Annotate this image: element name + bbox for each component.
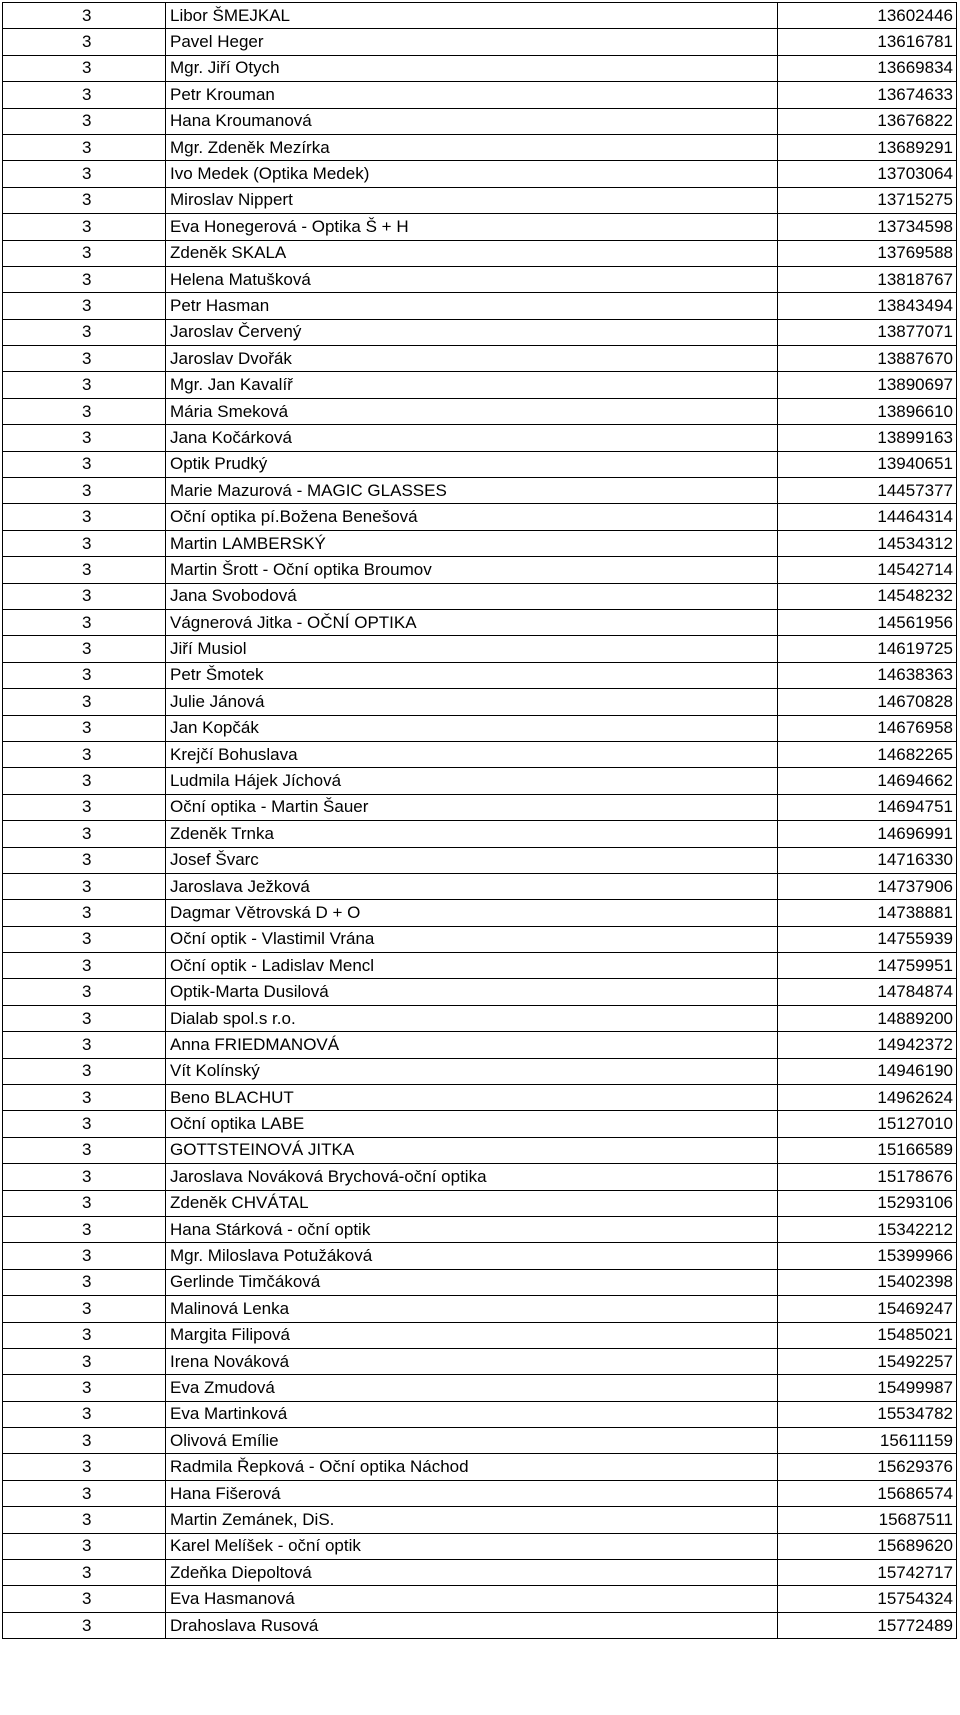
table-row: [3, 1612, 957, 1638]
name-cell: Marie Mazurová - MAGIC GLASSES: [166, 478, 778, 504]
table-row: [3, 451, 957, 477]
row-number-cell: 3: [3, 689, 166, 715]
name-cell: Helena Matušková: [166, 266, 778, 292]
id-number-cell: 15499987: [778, 1375, 957, 1401]
id-number-cell: 13674633: [778, 82, 957, 108]
id-number-cell: 15687511: [778, 1507, 957, 1533]
table-row: [3, 134, 957, 160]
name-cell: Drahoslava Rusová: [166, 1612, 778, 1638]
row-number-cell: 3: [3, 636, 166, 662]
name-cell: Gerlinde Timčáková: [166, 1269, 778, 1295]
name-cell: Zdeňka Diepoltová: [166, 1560, 778, 1586]
row-number-cell: 3: [3, 1269, 166, 1295]
name-cell: Petr Šmotek: [166, 662, 778, 688]
table-row: [3, 1533, 957, 1559]
table-row: [3, 715, 957, 741]
name-cell: Julie Jánová: [166, 689, 778, 715]
id-number-cell: 14716330: [778, 847, 957, 873]
table-row: [3, 398, 957, 424]
name-cell: Mária Smeková: [166, 398, 778, 424]
id-number-cell: 14676958: [778, 715, 957, 741]
table-row: [3, 557, 957, 583]
id-number-cell: 13890697: [778, 372, 957, 398]
name-cell: Oční optika - Martin Šauer: [166, 794, 778, 820]
row-number-cell: 3: [3, 1375, 166, 1401]
row-number-cell: 3: [3, 1480, 166, 1506]
name-cell: Mgr. Jan Kavalíř: [166, 372, 778, 398]
name-cell: Malinová Lenka: [166, 1296, 778, 1322]
row-number-cell: 3: [3, 1243, 166, 1269]
table-row: [3, 794, 957, 820]
table-row: [3, 1058, 957, 1084]
table-row: [3, 1243, 957, 1269]
id-number-cell: 15611159: [778, 1428, 957, 1454]
table-row: [3, 346, 957, 372]
id-number-cell: 14889200: [778, 1005, 957, 1031]
row-number-cell: 3: [3, 29, 166, 55]
row-number-cell: 3: [3, 1058, 166, 1084]
table-row: [3, 821, 957, 847]
table-row: [3, 1322, 957, 1348]
table-row: [3, 266, 957, 292]
id-number-cell: 13602446: [778, 3, 957, 29]
name-cell: Optik-Marta Dusilová: [166, 979, 778, 1005]
table-row: [3, 1296, 957, 1322]
id-number-cell: 15492257: [778, 1348, 957, 1374]
id-number-cell: 15342212: [778, 1216, 957, 1242]
row-number-cell: 3: [3, 900, 166, 926]
table-row: [3, 979, 957, 1005]
name-cell: Dialab spol.s r.o.: [166, 1005, 778, 1031]
row-number-cell: 3: [3, 425, 166, 451]
table-row: [3, 1348, 957, 1374]
row-number-cell: 3: [3, 108, 166, 134]
table-row: [3, 1269, 957, 1295]
table-row: [3, 662, 957, 688]
id-number-cell: 13703064: [778, 161, 957, 187]
row-number-cell: 3: [3, 953, 166, 979]
id-number-cell: 15686574: [778, 1480, 957, 1506]
row-number-cell: 3: [3, 240, 166, 266]
name-cell: Anna FRIEDMANOVÁ: [166, 1032, 778, 1058]
row-number-cell: 3: [3, 82, 166, 108]
table-row: [3, 1454, 957, 1480]
id-number-cell: 14670828: [778, 689, 957, 715]
name-cell: Jaroslav Dvořák: [166, 346, 778, 372]
row-number-cell: 3: [3, 1190, 166, 1216]
table-row: [3, 3, 957, 29]
id-number-cell: 13689291: [778, 134, 957, 160]
name-cell: Jana Kočárková: [166, 425, 778, 451]
row-number-cell: 3: [3, 530, 166, 556]
table-row: [3, 214, 957, 240]
table-row: [3, 636, 957, 662]
name-cell: Dagmar Větrovská D + O: [166, 900, 778, 926]
table-row: [3, 319, 957, 345]
id-number-cell: 13818767: [778, 266, 957, 292]
name-cell: Krejčí Bohuslava: [166, 741, 778, 767]
name-cell: Zdeněk CHVÁTAL: [166, 1190, 778, 1216]
id-number-cell: 15629376: [778, 1454, 957, 1480]
id-number-cell: 15399966: [778, 1243, 957, 1269]
name-cell: Zdeněk SKALA: [166, 240, 778, 266]
row-number-cell: 3: [3, 1428, 166, 1454]
name-cell: Ludmila Hájek Jíchová: [166, 768, 778, 794]
table-row: [3, 953, 957, 979]
name-cell: Olivová Emílie: [166, 1428, 778, 1454]
row-number-cell: 3: [3, 1612, 166, 1638]
name-cell: Irena Nováková: [166, 1348, 778, 1374]
name-cell: Jaroslav Červený: [166, 319, 778, 345]
row-number-cell: 3: [3, 741, 166, 767]
name-cell: Mgr. Miloslava Potužáková: [166, 1243, 778, 1269]
id-number-cell: 15178676: [778, 1164, 957, 1190]
row-number-cell: 3: [3, 214, 166, 240]
id-number-cell: 14946190: [778, 1058, 957, 1084]
id-number-cell: 14638363: [778, 662, 957, 688]
table-row: [3, 609, 957, 635]
table-row: [3, 768, 957, 794]
name-cell: Karel Melíšek - oční optik: [166, 1533, 778, 1559]
id-number-cell: 14755939: [778, 926, 957, 952]
table-row: [3, 187, 957, 213]
id-number-cell: 15293106: [778, 1190, 957, 1216]
table-row: [3, 1085, 957, 1111]
row-number-cell: 3: [3, 1348, 166, 1374]
id-number-cell: 15689620: [778, 1533, 957, 1559]
id-number-cell: 13843494: [778, 293, 957, 319]
id-number-cell: 13715275: [778, 187, 957, 213]
table-row: [3, 900, 957, 926]
table-row: [3, 1428, 957, 1454]
table-row: [3, 1586, 957, 1612]
name-cell: Libor ŠMEJKAL: [166, 3, 778, 29]
id-number-cell: 14682265: [778, 741, 957, 767]
id-number-cell: 15772489: [778, 1612, 957, 1638]
name-cell: Oční optik - Ladislav Mencl: [166, 953, 778, 979]
name-cell: Hana Stárková - oční optik: [166, 1216, 778, 1242]
id-number-cell: 15534782: [778, 1401, 957, 1427]
id-number-cell: 13899163: [778, 425, 957, 451]
row-number-cell: 3: [3, 266, 166, 292]
row-number-cell: 3: [3, 478, 166, 504]
name-cell: Jan Kopčák: [166, 715, 778, 741]
row-number-cell: 3: [3, 1137, 166, 1163]
table-body: [3, 3, 957, 1639]
row-number-cell: 3: [3, 1216, 166, 1242]
row-number-cell: 3: [3, 609, 166, 635]
name-cell: GOTTSTEINOVÁ JITKA: [166, 1137, 778, 1163]
row-number-cell: 3: [3, 583, 166, 609]
row-number-cell: 3: [3, 926, 166, 952]
name-cell: Martin Šrott - Oční optika Broumov: [166, 557, 778, 583]
id-number-cell: 13887670: [778, 346, 957, 372]
id-number-cell: 15754324: [778, 1586, 957, 1612]
id-number-cell: 14561956: [778, 609, 957, 635]
name-cell: Mgr. Zdeněk Mezírka: [166, 134, 778, 160]
table-row: [3, 530, 957, 556]
table-row: [3, 873, 957, 899]
table-row: [3, 1216, 957, 1242]
row-number-cell: 3: [3, 55, 166, 81]
row-number-cell: 3: [3, 1322, 166, 1348]
row-number-cell: 3: [3, 794, 166, 820]
name-cell: Pavel Heger: [166, 29, 778, 55]
name-cell: Jana Svobodová: [166, 583, 778, 609]
name-cell: Josef Švarc: [166, 847, 778, 873]
row-number-cell: 3: [3, 346, 166, 372]
row-number-cell: 3: [3, 3, 166, 29]
table-row: [3, 741, 957, 767]
table-row: [3, 478, 957, 504]
id-number-cell: 15485021: [778, 1322, 957, 1348]
name-cell: Oční optika LABE: [166, 1111, 778, 1137]
row-number-cell: 3: [3, 319, 166, 345]
id-number-cell: 14737906: [778, 873, 957, 899]
row-number-cell: 3: [3, 134, 166, 160]
row-number-cell: 3: [3, 1401, 166, 1427]
id-number-cell: 13877071: [778, 319, 957, 345]
table-row: [3, 425, 957, 451]
row-number-cell: 3: [3, 662, 166, 688]
row-number-cell: 3: [3, 161, 166, 187]
row-number-cell: 3: [3, 1005, 166, 1031]
id-number-cell: 14784874: [778, 979, 957, 1005]
data-table: [2, 2, 957, 1639]
row-number-cell: 3: [3, 1454, 166, 1480]
row-number-cell: 3: [3, 398, 166, 424]
name-cell: Optik Prudký: [166, 451, 778, 477]
row-number-cell: 3: [3, 1560, 166, 1586]
row-number-cell: 3: [3, 715, 166, 741]
name-cell: Martin LAMBERSKÝ: [166, 530, 778, 556]
table-row: [3, 1005, 957, 1031]
name-cell: Jaroslava Nováková Brychová-oční optika: [166, 1164, 778, 1190]
name-cell: Beno BLACHUT: [166, 1085, 778, 1111]
id-number-cell: 15127010: [778, 1111, 957, 1137]
table-row: [3, 1507, 957, 1533]
id-number-cell: 15166589: [778, 1137, 957, 1163]
id-number-cell: 14548232: [778, 583, 957, 609]
id-number-cell: 15742717: [778, 1560, 957, 1586]
id-number-cell: 13769588: [778, 240, 957, 266]
table-row: [3, 1111, 957, 1137]
table-row: [3, 1401, 957, 1427]
id-number-cell: 13896610: [778, 398, 957, 424]
table-row: [3, 847, 957, 873]
id-number-cell: 14457377: [778, 478, 957, 504]
name-cell: Eva Martinková: [166, 1401, 778, 1427]
name-cell: Vágnerová Jitka - OČNÍ OPTIKA: [166, 609, 778, 635]
name-cell: Hana Kroumanová: [166, 108, 778, 134]
row-number-cell: 3: [3, 1032, 166, 1058]
id-number-cell: 14542714: [778, 557, 957, 583]
name-cell: Mgr. Jiří Otych: [166, 55, 778, 81]
table-row: [3, 108, 957, 134]
name-cell: Hana Fišerová: [166, 1480, 778, 1506]
id-number-cell: 14619725: [778, 636, 957, 662]
name-cell: Margita Filipová: [166, 1322, 778, 1348]
id-number-cell: 14696991: [778, 821, 957, 847]
row-number-cell: 3: [3, 451, 166, 477]
name-cell: Ivo Medek (Optika Medek): [166, 161, 778, 187]
row-number-cell: 3: [3, 504, 166, 530]
name-cell: Jaroslava Ježková: [166, 873, 778, 899]
table-row: [3, 1137, 957, 1163]
id-number-cell: 14738881: [778, 900, 957, 926]
row-number-cell: 3: [3, 372, 166, 398]
name-cell: Jiří Musiol: [166, 636, 778, 662]
id-number-cell: 14694662: [778, 768, 957, 794]
id-number-cell: 14759951: [778, 953, 957, 979]
id-number-cell: 13940651: [778, 451, 957, 477]
row-number-cell: 3: [3, 768, 166, 794]
name-cell: Petr Hasman: [166, 293, 778, 319]
id-number-cell: 13734598: [778, 214, 957, 240]
table-row: [3, 1032, 957, 1058]
id-number-cell: 15469247: [778, 1296, 957, 1322]
table-row: [3, 1480, 957, 1506]
name-cell: Radmila Řepková - Oční optika Náchod: [166, 1454, 778, 1480]
id-number-cell: 13616781: [778, 29, 957, 55]
table-row: [3, 240, 957, 266]
row-number-cell: 3: [3, 979, 166, 1005]
row-number-cell: 3: [3, 821, 166, 847]
name-cell: Miroslav Nippert: [166, 187, 778, 213]
id-number-cell: 14962624: [778, 1085, 957, 1111]
table-row: [3, 926, 957, 952]
table-row: [3, 504, 957, 530]
row-number-cell: 3: [3, 873, 166, 899]
name-cell: Petr Krouman: [166, 82, 778, 108]
table-row: [3, 293, 957, 319]
row-number-cell: 3: [3, 293, 166, 319]
row-number-cell: 3: [3, 1586, 166, 1612]
name-cell: Eva Honegerová - Optika Š + H: [166, 214, 778, 240]
id-number-cell: 14534312: [778, 530, 957, 556]
name-cell: Eva Zmudová: [166, 1375, 778, 1401]
name-cell: Eva Hasmanová: [166, 1586, 778, 1612]
id-number-cell: 14942372: [778, 1032, 957, 1058]
id-number-cell: 13676822: [778, 108, 957, 134]
row-number-cell: 3: [3, 1085, 166, 1111]
name-cell: Martin Zemánek, DiS.: [166, 1507, 778, 1533]
id-number-cell: 13669834: [778, 55, 957, 81]
name-cell: Vít Kolínský: [166, 1058, 778, 1084]
row-number-cell: 3: [3, 557, 166, 583]
name-cell: Zdeněk Trnka: [166, 821, 778, 847]
table-row: [3, 1375, 957, 1401]
row-number-cell: 3: [3, 1533, 166, 1559]
id-number-cell: 14694751: [778, 794, 957, 820]
row-number-cell: 3: [3, 1164, 166, 1190]
table-row: [3, 372, 957, 398]
table-row: [3, 689, 957, 715]
id-number-cell: 15402398: [778, 1269, 957, 1295]
table-row: [3, 1164, 957, 1190]
name-cell: Oční optika pí.Božena Benešová: [166, 504, 778, 530]
row-number-cell: 3: [3, 1111, 166, 1137]
id-number-cell: 14464314: [778, 504, 957, 530]
name-cell: Oční optik - Vlastimil Vrána: [166, 926, 778, 952]
table-row: [3, 161, 957, 187]
row-number-cell: 3: [3, 847, 166, 873]
row-number-cell: 3: [3, 187, 166, 213]
table-row: [3, 1560, 957, 1586]
row-number-cell: 3: [3, 1296, 166, 1322]
table-row: [3, 583, 957, 609]
row-number-cell: 3: [3, 1507, 166, 1533]
table-row: [3, 1190, 957, 1216]
table-row: [3, 29, 957, 55]
table-row: [3, 82, 957, 108]
table-row: [3, 55, 957, 81]
